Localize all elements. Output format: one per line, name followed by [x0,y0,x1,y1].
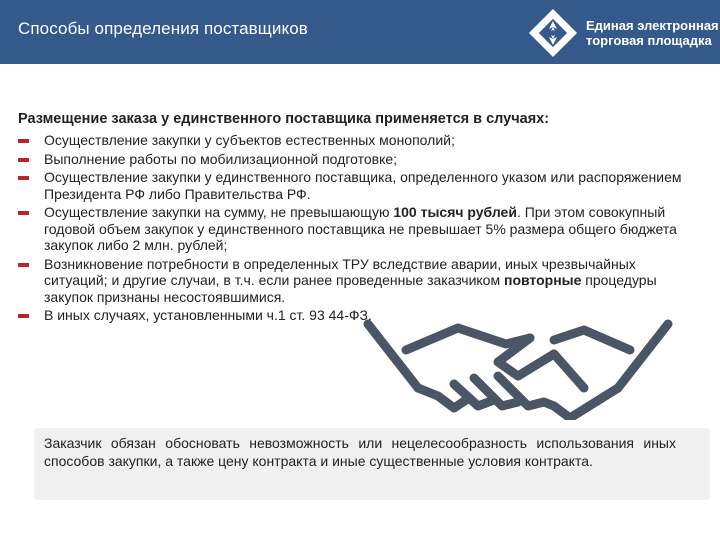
bold-text: повторные [503,272,582,288]
list-item-text: Возникновение потребности в определенных ТРУ вследствие аварии, иных чрезвычайных ситуаций; и другие случаи, в т.ч. если ранее проведенные заказчиком [44,255,636,288]
list-item [18,132,698,149]
note-text: Заказчик обязан обосновать невозможность или нецелесообразность использования иных способов закупки, а также цену контракта и иные существенные условия контракта. [44,435,676,469]
list-item-text: В иных случаях, установленными ч.1 ст. 93 44-ФЗ. [44,307,372,323]
bullet-marker [18,314,29,318]
list-item-text: Осуществление закупки у единственного поставщика, определенного указом или распоряжением Президента РФ либо Правительства РФ. [44,169,682,202]
list-item-text: . При этом совокупный годовой объем закупок у единственного поставщика не превышает 5% размера общего бюджета закупок либо 2 млн. рублей; [44,204,677,253]
header-bar [0,0,720,64]
list-item-text: Осуществление закупки у субъектов естественных монополий; [44,132,455,148]
bullet-marker [18,158,29,162]
logo [528,8,719,56]
eets-logo-icon [528,8,578,58]
list-item [18,256,698,306]
list-item [18,307,698,324]
list-item-text: Осуществление закупки на сумму, не превышающую [44,204,394,220]
bullet-marker [18,176,29,180]
list-item [18,169,698,202]
cases-list [18,132,698,324]
list-item [18,151,698,168]
logo-text [586,18,719,48]
bullet-marker [18,139,29,143]
intro-heading: Размещение заказа у единственного поставщика применяется в случаях: [18,111,550,127]
note-box [34,428,710,500]
bullet-marker [18,263,29,267]
bold-text: 100 тысяч рублей [393,204,517,220]
bullet-marker [18,211,29,215]
page-title: Способы определения поставщиков [18,19,308,38]
logo-text-line1: Единая электронная [586,18,719,33]
list-item-text: Выполнение работы по мобилизационной подготовке; [44,150,398,167]
list-item-text: процедуры закупок признаны несостоявшимися. [44,272,657,305]
content [18,110,698,326]
list-item [18,204,698,254]
logo-text-line2: торговая площадка [586,33,712,48]
